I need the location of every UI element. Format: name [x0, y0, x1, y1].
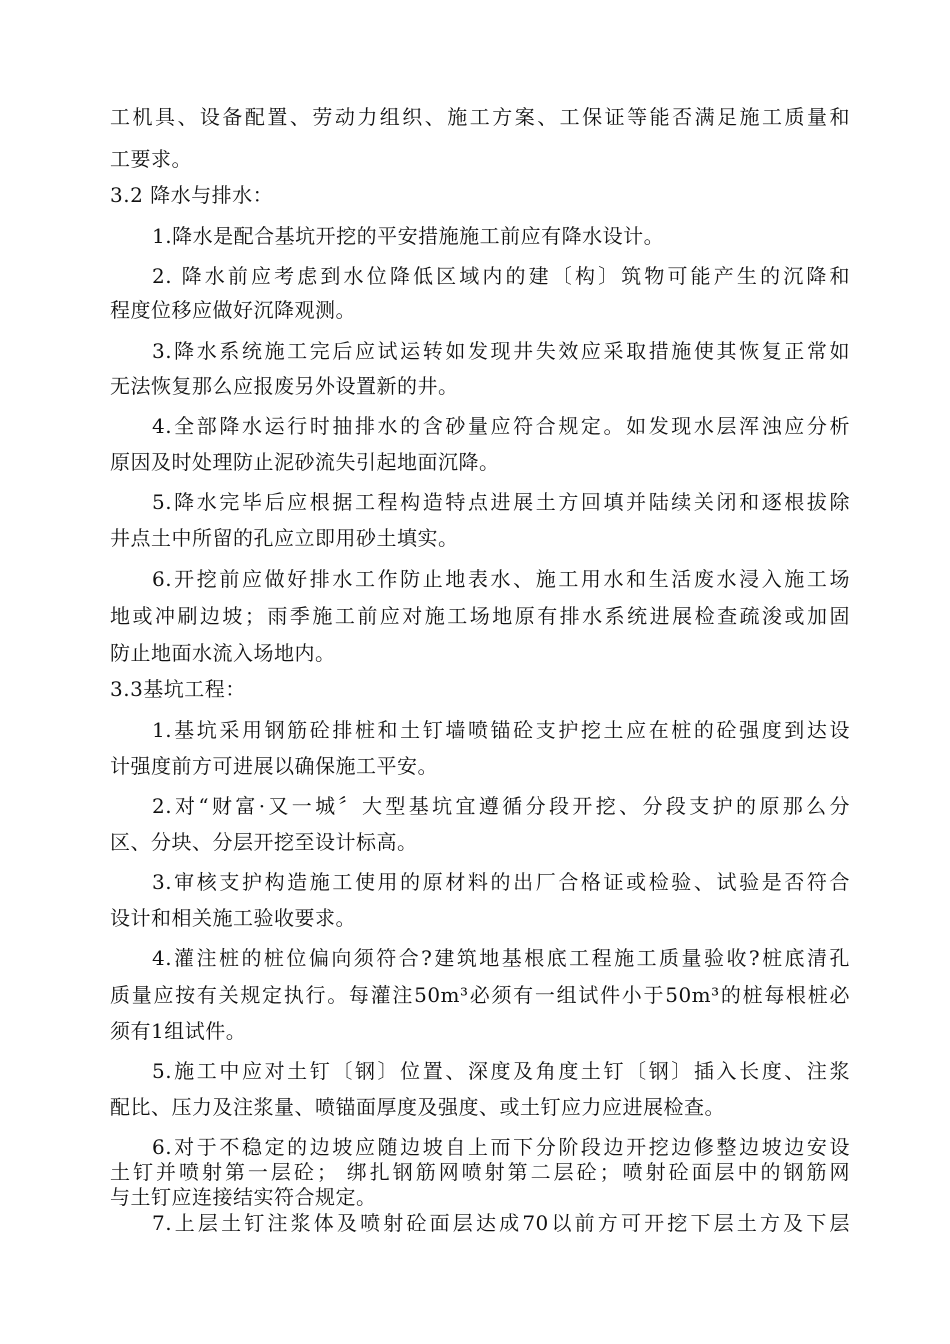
text-line: 3.降水系统施工完后应试运转如发现井失效应采取措施使其恢复正常如 — [152, 339, 850, 363]
text-line: 井点土中所留的孔应立即用砂土填实。 — [110, 526, 459, 550]
text-line: 地或冲刷边坡；雨季施工前应对施工场地原有排水系统进展检查疏浚或加固 — [110, 604, 850, 628]
text-line: 无法恢复那么应报废另外设置新的井。 — [110, 374, 459, 398]
text-line: 3.审核支护构造施工使用的原材料的出厂合格证或检验、试验是否符合 — [152, 870, 850, 894]
text-line: 4.全部降水运行时抽排水的含砂量应符合规定。如发现水层浑浊应分析 — [152, 414, 850, 438]
section-heading: 3.2 降水与排水： — [110, 183, 274, 207]
text-line: 工机具、设备配置、劳动力组织、施工方案、工保证等能否满足施工质量和 — [110, 105, 850, 129]
text-line: 7.上层土钉注浆体及喷射砼面层达成70以前方可开挖下层土方及下层 — [152, 1211, 850, 1235]
text-line: 设计和相关施工验收要求。 — [110, 906, 356, 930]
section-heading: 3.3基坑工程： — [110, 677, 246, 701]
text-line: 计强度前方可进展以确保施工平安。 — [110, 754, 438, 778]
text-line: 质量应按有关规定执行。每灌注50m³必须有一组试件小于50m³的桩每根桩必 — [110, 983, 850, 1007]
text-line: 区、分块、分层开挖至设计标高。 — [110, 830, 418, 854]
text-line: 土钉并喷射第一层砼； 绑扎钢筋网喷射第二层砼；喷射砼面层中的钢筋网 — [110, 1160, 850, 1184]
text-line: 与土钉应连接结实符合规定。 — [110, 1185, 377, 1209]
text-line: 工要求。 — [110, 147, 192, 171]
text-line: 5.施工中应对土钉〔钢〕位置、深度及角度土钉〔钢〕插入长度、注浆 — [152, 1059, 850, 1083]
text-line: 原因及时处理防止泥砂流失引起地面沉降。 — [110, 450, 500, 474]
text-line: 5.降水完毕后应根据工程构造特点进展土方回填并陆续关闭和逐根拔除 — [152, 490, 850, 514]
text-line: 2. 降水前应考虑到水位降低区域内的建〔构〕筑物可能产生的沉降和 — [152, 264, 850, 288]
text-line: 1.降水是配合基坑开挖的平安措施施工前应有降水设计。 — [152, 224, 665, 248]
text-line: 程度位移应做好沉降观测。 — [110, 298, 356, 322]
text-line: 1.基坑采用钢筋砼排桩和土钉墙喷锚砼支护挖土应在桩的砼强度到达设 — [152, 718, 850, 742]
text-line: 6.开挖前应做好排水工作防止地表水、施工用水和生活废水浸入施工场 — [152, 567, 850, 591]
text-line: 4.灌注桩的桩位偏向须符合?建筑地基根底工程施工质量验收?桩底清孔 — [152, 946, 850, 970]
text-line: 须有1组试件。 — [110, 1019, 247, 1043]
text-line: 配比、压力及注浆量、喷锚面厚度及强度、或土钉应力应进展检查。 — [110, 1095, 725, 1119]
text-line: 6.对于不稳定的边坡应随边坡自上而下分阶段边开挖边修整边坡边安设 — [152, 1135, 850, 1159]
text-line: 2.对“财富·又一城〞大型基坑宜遵循分段开挖、分段支护的原那么分 — [152, 794, 850, 818]
text-line: 防止地面水流入场地内。 — [110, 641, 336, 665]
